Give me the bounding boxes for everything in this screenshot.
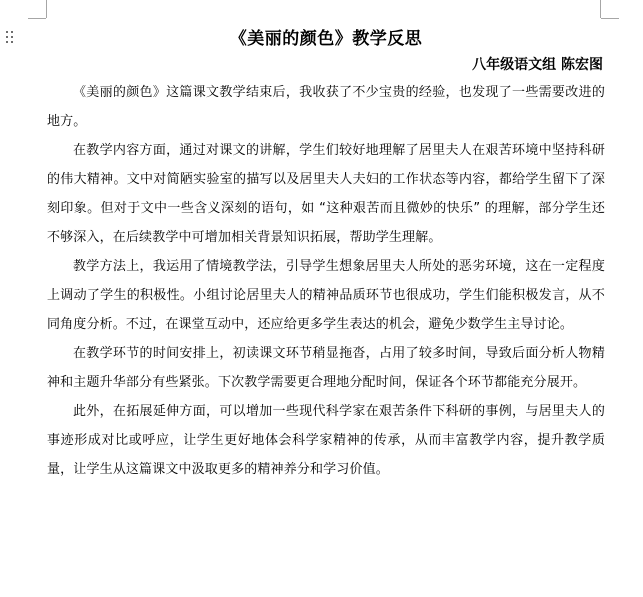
- paragraph-content: 在教学内容方面，通过对课文的讲解，学生们较好地理解了居里夫人在艰苦环境中坚持科研的伟大精神。文中对简陋实验室的描写以及居里夫人夫妇的工作状态等内容，都给学生留下了深刻印象。但对于文中一些含义深刻的语句，如 “这种艰苦而且微妙的快乐” 的理解，部分学生还不够深入，在后续教学中可增加相关背景知识拓展，帮助学生理解。: [47, 143, 605, 245]
- crop-mark-top-left: [46, 0, 47, 18]
- paragraph-intro: 《美丽的颜色》这篇课文教学结束后，我收获了不少宝贵的经验，也发现了一些需要改进的地方。: [47, 85, 605, 129]
- author-line: 八年级语文组 陈宏图: [472, 57, 603, 73]
- paragraph-extension: 此外，在拓展延伸方面，可以增加一些现代科学家在艰苦条件下科研的事例，与居里夫人的事迹形成对比或呼应，让学生更好地体会科学家精神的传承，从而丰富教学内容，提升教学质量，让学生从这篇课文中汲取更多的精神养分和学习价值。: [47, 404, 605, 477]
- paragraph-method: 教学方法上，我运用了情境教学法，引导学生想象居里夫人所处的恶劣环境，这在一定程度上调动了学生的积极性。小组讨论居里夫人的精神品质环节也很成功，学生们能积极发言，从不同角度分析。不过，在课堂互动中，还应给更多学生表达的机会，避免少数学生主导讨论。: [47, 259, 605, 332]
- document-body[interactable]: [47, 26, 605, 484]
- crop-mark-top-right: [600, 0, 601, 18]
- document-title: 《美丽的颜色》教学反思: [229, 29, 423, 49]
- move-handle-icon[interactable]: [5, 30, 17, 44]
- crop-mark-top-right-horizontal: [601, 18, 619, 19]
- crop-mark-top-left-horizontal: [28, 18, 46, 19]
- paragraph-timing: 在教学环节的时间安排上，初读课文环节稍显拖沓，占用了较多时间，导致后面分析人物精神和主题升华部分有些紧张。下次教学需要更合理地分配时间，保证各个环节都能充分展开。: [47, 346, 605, 390]
